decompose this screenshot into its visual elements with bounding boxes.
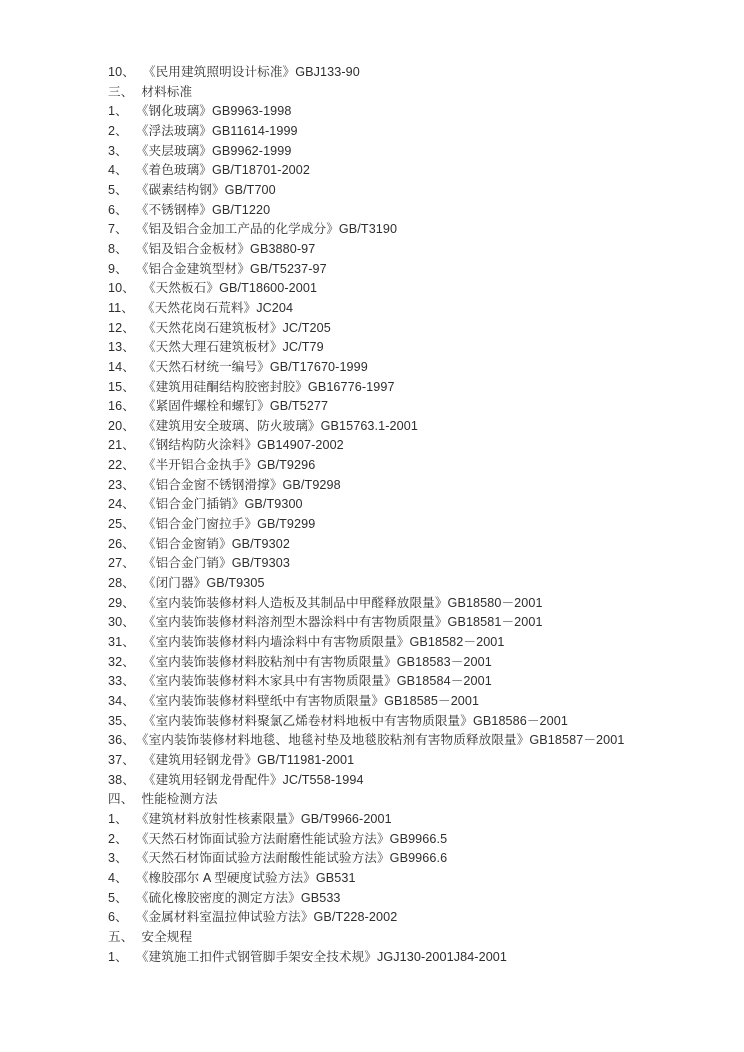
item-number: 29、 [108,595,135,610]
list-item [108,397,728,417]
item-text: 《铝合金窗销》GB/T9302 [142,536,290,551]
item-text: 《碳素结构钢》GB/T700 [135,182,276,197]
item-text: 《钢结构防火涂料》GB14907-2002 [142,438,344,453]
item-number: 15、 [108,379,135,394]
item-text: 《室内装饰装修材料溶剂型木器涂料中有害物质限量》GB18581－2001 [142,615,543,630]
item-text: 《硫化橡胶密度的测定方法》GB533 [135,890,341,905]
list-item [108,790,728,810]
item-number: 36、 [108,733,135,748]
list-item [108,201,728,221]
item-text: 材料标准 [141,84,193,99]
list-item [108,358,728,378]
item-number: 6、 [108,202,128,217]
list-item [108,574,728,594]
item-text: 《天然石材饰面试验方法耐磨性能试验方法》GB9966.5 [135,831,448,846]
list-item [108,476,728,496]
item-number: 23、 [108,477,135,492]
list-item [108,712,728,732]
item-number: 4、 [108,163,128,178]
item-text: 《建筑用硅酮结构胶密封胶》GB16776-1997 [142,379,395,394]
list-item [108,436,728,456]
list-item [108,279,728,299]
list-item [108,633,728,653]
item-number: 9、 [108,261,128,276]
item-text: 《铝合金窗不锈钢滑撑》GB/T9298 [142,477,341,492]
item-text: 《室内装饰装修材料壁纸中有害物质限量》GB18585－2001 [142,694,480,708]
item-number: 20、 [108,418,135,433]
item-number: 30、 [108,615,135,630]
item-text: 性能检测方法 [141,792,218,807]
list-item [108,731,728,751]
list-item [108,181,728,201]
list-item [108,810,728,830]
item-number: 10、 [108,65,135,79]
item-text: 《天然石材饰面试验方法耐酸性能试验方法》GB9966.6 [135,851,448,866]
item-number: 25、 [108,517,135,532]
item-number: 四、 [108,792,134,807]
item-number: 3、 [108,143,128,158]
list-item [108,161,728,181]
item-text: 《铝合金门插销》GB/T9300 [142,497,303,512]
item-text: 《天然花岗石建筑板材》JC/T205 [142,320,331,335]
item-text: 《室内装饰装修材料地毯、地毯衬垫及地毯胶粘剂有害物质释放限量》GB18587－2001 [135,733,625,748]
item-number: 28、 [108,576,135,591]
list-item [108,692,728,712]
list-item [108,260,728,280]
item-number: 5、 [108,890,128,905]
list-item [108,63,728,83]
item-number: 38、 [108,772,135,787]
item-number: 33、 [108,674,135,689]
item-number: 3、 [108,851,128,866]
item-text: 安全规程 [141,929,193,944]
item-number: 6、 [108,910,128,925]
item-text: 《室内装饰装修材料聚氯乙烯卷材料地板中有害物质限量》GB18586－2001 [142,713,568,728]
item-text: 《铝合金门销》GB/T9303 [142,556,290,571]
item-number: 1、 [108,104,128,119]
item-number: 11、 [108,300,134,315]
item-text: 《着色玻璃》GB/T18701-2002 [135,163,310,178]
item-number: 32、 [108,654,135,669]
list-item [108,948,728,968]
item-number: 7、 [108,222,128,237]
item-number: 21、 [108,438,135,453]
list-item [108,338,728,358]
item-text: 《室内装饰装修材料胶粘剂中有害物质限量》GB18583－2001 [142,654,492,669]
list-item [108,672,728,692]
item-text: 《橡胶邵尔 A 型硬度试验方法》GB531 [135,870,356,885]
item-number: 五、 [108,929,134,944]
item-text: 《室内装饰装修材料内墙涂料中有害物质限量》GB18582－2001 [142,635,505,650]
list-item [108,240,728,260]
item-text: 《铝合金门窗拉手》GB/T9299 [142,517,316,532]
item-number: 1、 [108,949,128,964]
item-text: 《浮法玻璃》GB11614-1999 [135,123,298,138]
item-number: 35、 [108,713,135,728]
list-item [108,299,728,319]
list-item [108,830,728,850]
list-item [108,220,728,240]
item-number: 13、 [108,340,135,355]
item-text: 《建筑用轻钢龙骨》GB/T11981-2001 [142,752,355,767]
list-item [108,535,728,555]
item-number: 27、 [108,556,135,571]
item-number: 16、 [108,399,135,414]
item-number: 26、 [108,536,135,551]
list-item [108,594,728,614]
item-number: 2、 [108,123,128,138]
item-text: 《铝及铝合金板材》GB3880-97 [135,241,316,256]
item-text: 《钢化玻璃》GB9963-1998 [135,104,292,119]
list-item [108,613,728,633]
item-text: 《天然板石》GB/T18600-2001 [142,281,318,296]
list-item [108,849,728,869]
list-item [108,102,728,122]
list-item [108,319,728,339]
item-text: 《闭门器》GB/T9305 [142,576,265,591]
list-item [108,456,728,476]
item-number: 1、 [108,811,128,826]
item-number: 22、 [108,458,135,473]
item-text: 《半开铝合金执手》GB/T9296 [142,458,316,473]
item-number: 14、 [108,359,135,374]
item-text: 《建筑用轻钢龙骨配件》JC/T558-1994 [142,772,364,787]
item-text: 《金属材料室温拉伸试验方法》GB/T228-2002 [135,910,398,925]
item-text: 《铝及铝合金加工产品的化学成分》GB/T3190 [135,222,398,237]
item-text: 《紧固件螺栓和螺钉》GB/T5277 [142,399,329,414]
item-text: 《天然大理石建筑板材》JC/T79 [142,340,324,355]
list-item [108,122,728,142]
item-text: 《室内装饰装修材料人造板及其制品中甲醛释放限量》GB18580－2001 [142,595,543,610]
item-number: 三、 [108,84,134,99]
item-text: 《天然石材统一编号》GB/T17670-1999 [142,359,368,374]
item-number: 12、 [108,320,135,335]
item-text: 《建筑施工扣件式钢管脚手架安全技术规》JGJ130-2001J84-2001 [135,949,508,964]
list-item [108,751,728,771]
item-number: 24、 [108,497,135,512]
item-text: 《不锈钢棒》GB/T1220 [135,202,271,217]
list-item [108,83,728,103]
item-number: 5、 [108,182,128,197]
item-text: 《建筑材料放射性核素限量》GB/T9966-2001 [135,811,392,826]
item-number: 37、 [108,752,135,767]
item-number: 8、 [108,241,128,256]
list-item [108,417,728,437]
item-number: 34、 [108,694,135,708]
item-text: 《铝合金建筑型材》GB/T5237-97 [135,261,327,276]
list-item [108,378,728,398]
item-text: 《民用建筑照明设计标准》GBJ133-90 [142,65,360,79]
item-number: 31、 [108,635,135,650]
list-item [108,515,728,535]
list-item [108,142,728,162]
item-text: 《建筑用安全玻璃、防火玻璃》GB15763.1-2001 [142,418,418,433]
list-item [108,869,728,889]
item-text: 《室内装饰装修材料木家具中有害物质限量》GB18584－2001 [142,674,492,689]
item-number: 4、 [108,870,128,885]
list-item [108,495,728,515]
list-item [108,554,728,574]
list-item [108,928,728,948]
standards-list [108,63,728,967]
list-item [108,889,728,909]
list-item [108,771,728,791]
list-item [108,908,728,928]
item-text: 《天然花岗石荒料》JC204 [141,300,294,315]
list-item [108,653,728,673]
item-number: 2、 [108,831,128,846]
item-text: 《夹层玻璃》GB9962-1999 [135,143,292,158]
item-number: 10、 [108,281,135,296]
